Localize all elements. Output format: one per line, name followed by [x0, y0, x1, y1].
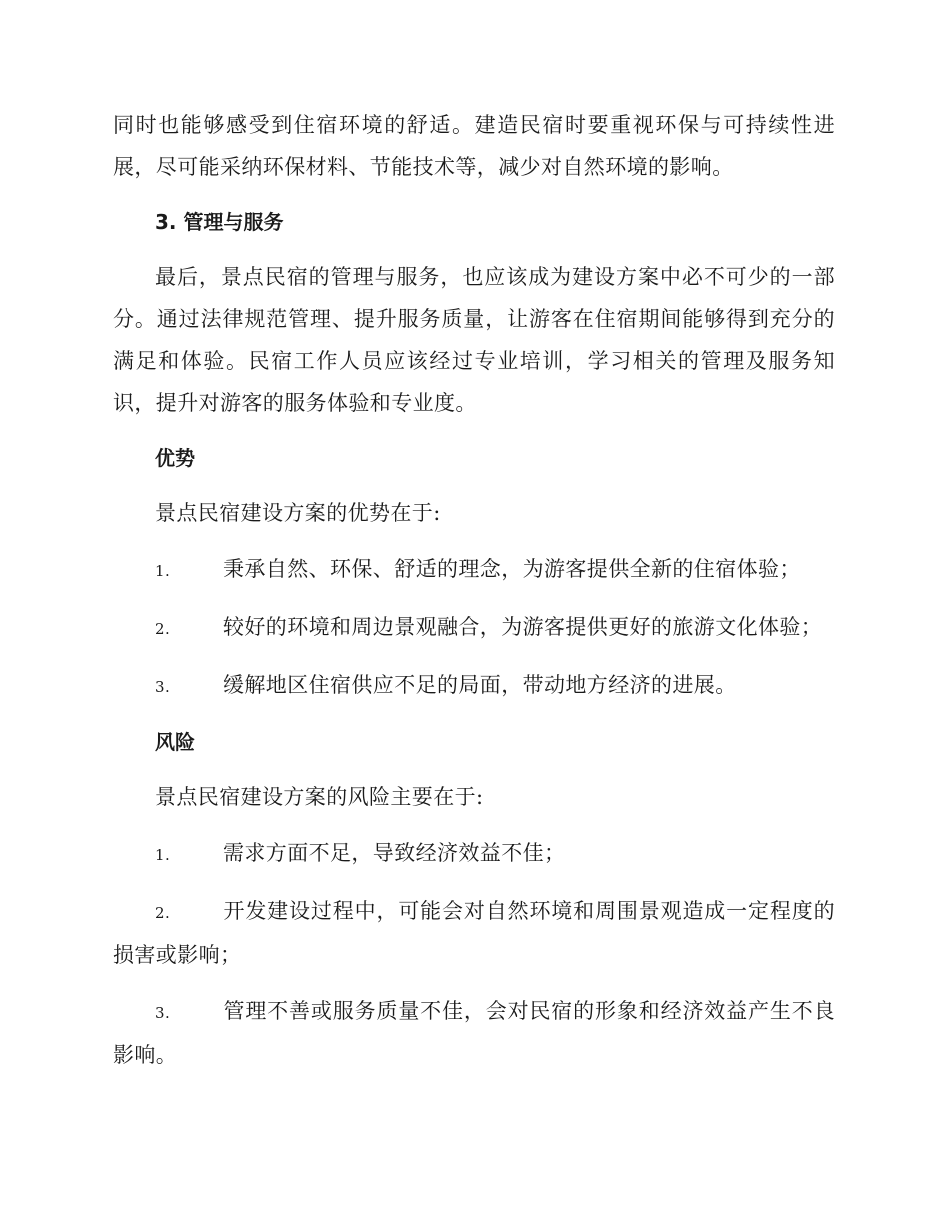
- list-number: 1.: [155, 562, 171, 580]
- risks-intro: 景点民宿建设方案的风险主要在于:: [155, 785, 484, 809]
- list-number: 2.: [155, 620, 171, 638]
- list-number: 2.: [155, 904, 171, 922]
- section-heading-management: 3. 管理与服务: [155, 210, 284, 234]
- list-text: 开发建设过程中，可能会对自然环境和周围景观造成一定程度的损害或影响；: [113, 899, 835, 967]
- list-number: 3.: [155, 678, 171, 696]
- list-item: [113, 664, 835, 708]
- list-item: [113, 832, 835, 876]
- list-text: 缓解地区住宿供应不足的局面，带动地方经济的进展。: [223, 673, 737, 697]
- list-text: 管理不善或服务质量不佳，会对民宿的形象和经济效益产生不良影响。: [113, 999, 835, 1067]
- advantages-intro: 景点民宿建设方案的优势在于:: [155, 501, 441, 525]
- list-number: 1.: [155, 846, 171, 864]
- section-heading-risks: 风险: [155, 730, 195, 754]
- list-text: 较好的环境和周边景观融合，为游客提供更好的旅游文化体验；: [223, 615, 823, 639]
- list-item: [113, 990, 835, 1076]
- list-item: [113, 890, 835, 976]
- list-number: 3.: [155, 1004, 171, 1022]
- section-heading-advantages: 优势: [155, 446, 195, 470]
- list-text: 需求方面不足，导致经济效益不佳；: [223, 841, 566, 865]
- document-page: [113, 104, 835, 1076]
- list-text: 秉承自然、环保、舒适的理念，为游客提供全新的住宿体验；: [223, 557, 801, 581]
- management-paragraph: 最后，景点民宿的管理与服务，也应该成为建设方案中必不可少的一部分。通过法律规范管理、提升服务质量，让游客在住宿期间能够得到充分的满足和体验。民宿工作人员应该经过专业培训，学习相关的管理及服务知识，提升对游客的服务体验和专业度。: [113, 265, 835, 415]
- list-item: [113, 606, 835, 650]
- intro-paragraph: 同时也能够感受到住宿环境的舒适。建造民宿时要重视环保与可持续性进展，尽可能采纳环保材料、节能技术等，减少对自然环境的影响。: [113, 113, 835, 179]
- list-item: [113, 548, 835, 592]
